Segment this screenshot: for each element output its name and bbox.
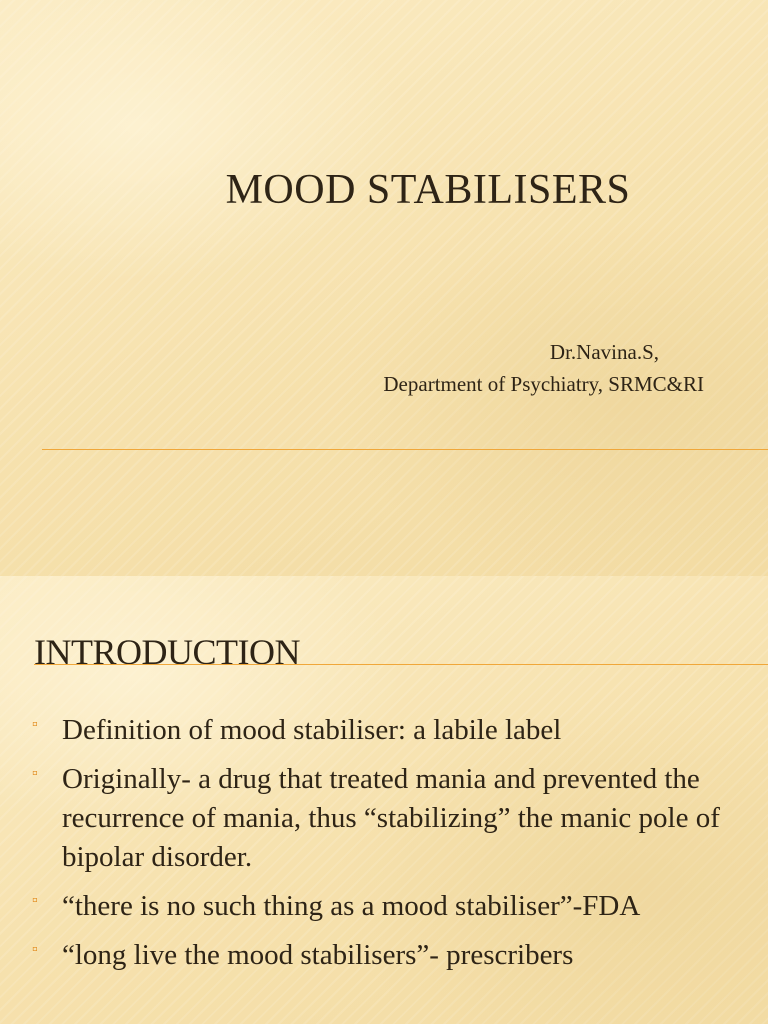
introduction-slide <box>0 576 768 1024</box>
heading-underline <box>34 664 768 665</box>
square-bullet-icon: ▫ <box>32 716 38 733</box>
list-item <box>0 711 768 750</box>
square-bullet-icon: ▫ <box>32 765 38 782</box>
department-name: Department of Psychiatry, SRMC&RI <box>383 372 704 396</box>
square-bullet-icon: ▫ <box>32 941 38 958</box>
list-item <box>0 936 768 975</box>
bullet-list <box>0 711 768 985</box>
author-name: Dr.Navina.S, <box>549 340 659 364</box>
bullet-text: Originally- a drug that treated mania and prevented the recurrence of mania, thus “stabilizing” the manic pole of bipolar disorder. <box>62 763 720 873</box>
slide-title: MOOD STABILISERS <box>225 167 631 213</box>
subtitle-block <box>104 336 704 400</box>
list-item <box>0 887 768 926</box>
bullet-text: “there is no such thing as a mood stabiliser”-FDA <box>62 890 641 922</box>
bullet-text: Definition of mood stabiliser: a labile label <box>62 714 562 746</box>
divider-line <box>42 449 768 450</box>
list-item <box>0 760 768 877</box>
section-heading: INTRODUCTION <box>34 632 300 672</box>
bullet-text: “long live the mood stabilisers”- prescribers <box>62 939 574 971</box>
square-bullet-icon: ▫ <box>32 892 38 909</box>
